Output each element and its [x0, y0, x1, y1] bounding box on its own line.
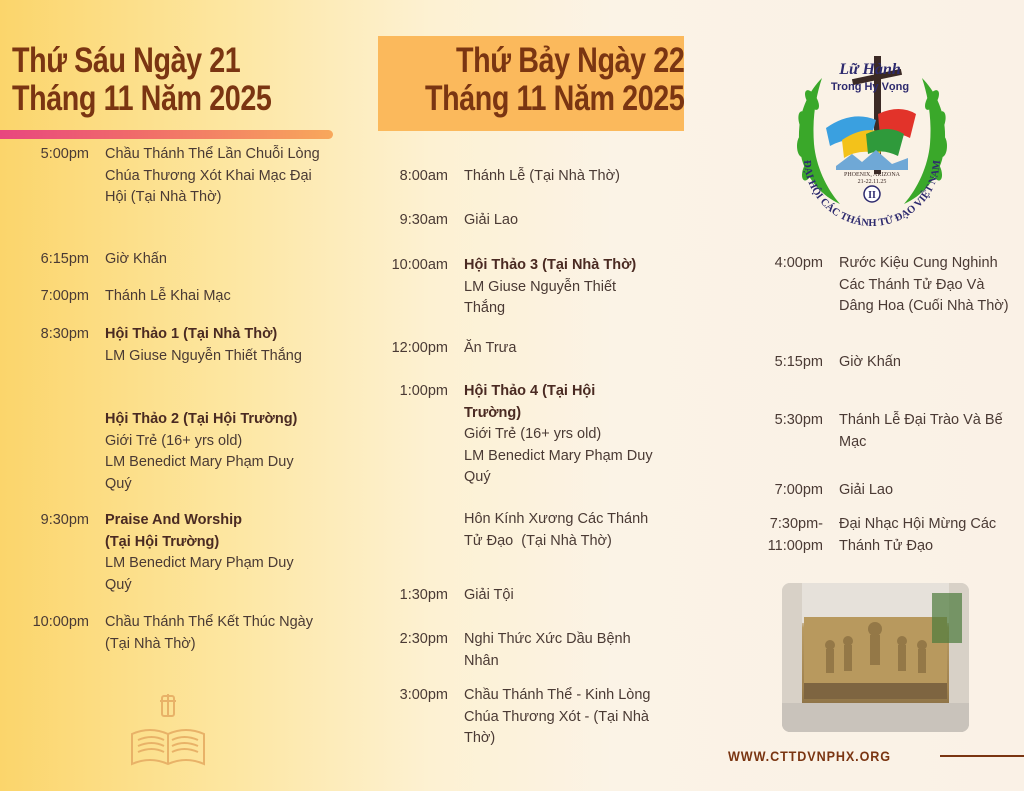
schedule-item	[370, 585, 690, 607]
schedule-desc: Giải Lao	[464, 212, 519, 228]
schedule-time: 10:00pm	[32, 614, 89, 630]
schedule-item	[0, 144, 330, 234]
logo-numeral: II	[868, 190, 876, 201]
day2-title	[425, 42, 684, 118]
schedule-time: 5:00pm	[40, 146, 89, 162]
logo-place: PHOENIX, ARIZONA	[844, 172, 900, 178]
schedule-desc: Thánh Lễ Khai Mạc	[105, 288, 231, 304]
schedule-item	[740, 514, 1020, 558]
schedule-item	[740, 480, 1020, 502]
session-speaker: LM Benedict Mary Phạm Duy Quý	[105, 555, 294, 593]
schedule-item	[370, 381, 690, 491]
schedule-item	[370, 255, 690, 321]
schedule-time: 3:00pm	[399, 687, 448, 703]
shrine-photo	[782, 583, 969, 732]
schedule-item	[370, 509, 690, 575]
schedule-desc: Thánh Lễ Đại Trào Và Bế Mạc	[839, 412, 1003, 450]
schedule-item	[370, 210, 690, 232]
schedule-item	[370, 166, 690, 188]
schedule-desc: Chầu Thánh Thể Kết Thúc Ngày (Tại Nhà Thờ)	[105, 614, 313, 652]
day2-title-line2: Tháng 11 Năm 2025	[424, 79, 684, 118]
session-title: Praise And Worship (Tại Hội Trường)	[105, 512, 242, 550]
session-title: Hội Thảo 2 (Tại Hội Trường)	[105, 411, 298, 427]
schedule-item	[0, 286, 330, 308]
schedule-time: 5:15pm	[774, 354, 823, 370]
logo-subtitle: Trong Hy Vọng	[830, 81, 910, 93]
schedule-desc: Ăn Trưa	[464, 340, 517, 356]
schedule-desc: Nghi Thức Xức Dầu Bệnh Nhân	[464, 631, 631, 669]
footer-divider	[940, 755, 1024, 757]
day1-title-line2: Tháng 11 Năm 2025	[12, 79, 272, 118]
schedule-time: 10:00am	[391, 257, 448, 273]
schedule-desc: Chầu Thánh Thể - Kinh Lòng Chúa Thương Xót - (Tại Nhà Thờ)	[464, 687, 651, 746]
schedule-desc: Giờ Khấn	[105, 251, 167, 267]
schedule-item	[370, 629, 690, 673]
accent-divider	[0, 130, 333, 139]
schedule-desc: Đại Nhạc Hội Mừng Các Thánh Tử Đạo	[839, 516, 997, 554]
schedule-time: 7:00pm	[40, 288, 89, 304]
schedule-item	[0, 409, 330, 499]
schedule-item	[370, 338, 690, 360]
schedule-time: 5:30pm	[774, 412, 823, 428]
website-url: WWW.CTTDVNPHX.ORG	[728, 748, 891, 764]
logo-arc-text: ĐẠI HỘI CÁC THÁNH TỬ ĐẠO VIỆT NAM	[800, 159, 944, 230]
schedule-desc	[105, 409, 320, 495]
schedule-desc	[464, 381, 654, 489]
schedule-desc: Giải Lao	[839, 482, 894, 498]
schedule-time: 2:30pm	[399, 631, 448, 647]
event-logo	[782, 48, 962, 230]
schedule-time: 4:00pm	[774, 255, 823, 271]
logo-dates: 21-22.11.25	[857, 179, 887, 185]
session-title: Hội Thảo 3 (Tại Nhà Thờ)	[464, 257, 637, 273]
schedule-desc: Giờ Khấn	[839, 354, 901, 370]
schedule-time: 8:30pm	[40, 326, 89, 342]
schedule-desc	[105, 510, 320, 596]
schedule-time: 1:00pm	[399, 383, 448, 399]
schedule-item	[0, 510, 330, 600]
session-speaker: LM Giuse Nguyễn Thiết Thắng	[464, 278, 617, 316]
schedule-time: 8:00am	[399, 168, 448, 184]
schedule-item	[0, 324, 330, 390]
schedule-item	[740, 410, 1020, 454]
session-speaker: LM Benedict Mary Phạm Duy Quý	[464, 447, 653, 485]
session-speaker: LM Giuse Nguyễn Thiết Thắng	[105, 347, 302, 364]
logo-script-text: Lữ Hành	[839, 61, 901, 78]
session-title: Hội Thảo 1 (Tại Nhà Thờ)	[105, 326, 278, 342]
schedule-time: 1:30pm	[399, 587, 448, 603]
day1-title	[12, 42, 271, 118]
day2-title-line1: Thứ Bảy Ngày 22	[455, 41, 684, 80]
session-title: Hội Thảo 4 (Tại Hội Trường)	[464, 383, 596, 421]
schedule-item	[370, 685, 690, 751]
schedule-item	[740, 253, 1020, 341]
schedule-time: 7:00pm	[774, 482, 823, 498]
schedule-desc: Rước Kiệu Cung Nghinh Các Thánh Tử Đạo Và Dâng Hoa (Cuối Nhà Thờ)	[839, 255, 1009, 314]
schedule-desc: Thánh Lễ (Tại Nhà Thờ)	[464, 168, 620, 184]
schedule-time: 6:15pm	[40, 251, 89, 267]
schedule-desc	[105, 324, 320, 367]
schedule-desc: Chầu Thánh Thể Lần Chuỗi Lòng Chúa Thương Xót Khai Mạc Đại Hội (Tại Nhà Thờ)	[105, 146, 320, 205]
session-audience: Giới Trẻ (16+ yrs old)	[105, 432, 243, 449]
schedule-desc: Giải Tội	[464, 587, 514, 603]
schedule-item	[0, 612, 330, 656]
schedule-desc: Hôn Kính Xương Các Thánh Tử Đạo (Tại Nhà Thờ)	[464, 511, 652, 549]
bible-cross-icon	[126, 688, 210, 772]
session-audience: Giới Trẻ (16+ yrs old)	[464, 426, 602, 442]
schedule-time: 12:00pm	[391, 340, 448, 356]
schedule-item	[740, 352, 1020, 374]
schedule-time: 7:30pm- 11:00pm	[767, 516, 823, 554]
session-speaker: LM Benedict Mary Phạm Duy Quý	[105, 454, 294, 492]
schedule-desc	[464, 255, 654, 320]
schedule-time: 9:30pm	[40, 512, 89, 528]
schedule-time: 9:30am	[399, 212, 448, 228]
schedule-item	[0, 249, 330, 271]
day1-title-line1: Thứ Sáu Ngày 21	[12, 41, 241, 80]
